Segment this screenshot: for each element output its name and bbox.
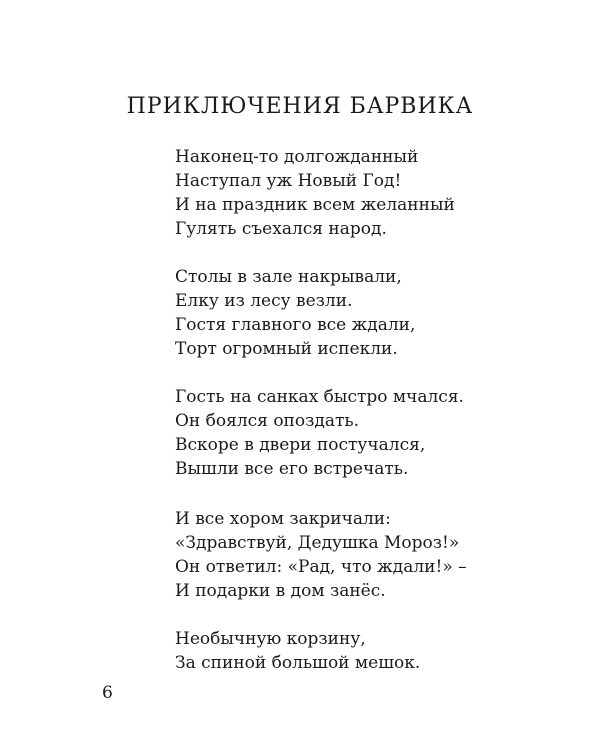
poem-line: И на праздник всем желанный <box>175 195 455 215</box>
stanza-2 <box>175 265 575 361</box>
poem-line: Необычную корзину, <box>175 629 366 649</box>
poem-line: И все хором закричали: <box>175 509 391 529</box>
stanza-3 <box>175 385 575 481</box>
poem-line: Столы в зале накрывали, <box>175 267 402 287</box>
poem-line: Гулять съехался народ. <box>175 219 387 239</box>
poem-line: И подарки в дом занёс. <box>175 581 386 601</box>
poem-title: ПРИКЛЮЧЕНИЯ БАРВИКА <box>126 94 474 119</box>
stanza-5 <box>175 627 575 675</box>
poem-line: Торт огромный испекли. <box>175 339 398 359</box>
poem-line: Гостя главного все ждали, <box>175 315 416 335</box>
poem-line: Гость на санках быстро мчался. <box>175 387 464 407</box>
stanza-1 <box>175 145 575 241</box>
poem-line: Вскоре в двери постучался, <box>175 435 426 455</box>
poem-line: Он боялся опоздать. <box>175 411 360 431</box>
poem-line: Он ответил: «Рад, что ждали!» – <box>175 557 467 577</box>
poem-line: Наступал уж Новый Год! <box>175 171 402 191</box>
stanza-4 <box>175 507 575 603</box>
poem-line: За спиной большой мешок. <box>175 653 421 673</box>
poem-line: Наконец-то долгожданный <box>175 147 419 167</box>
poem-line: Вышли все его встречать. <box>175 459 409 479</box>
poem-line: «Здравствуй, Дедушка Мороз!» <box>175 533 460 553</box>
page-number: 6 <box>102 683 113 703</box>
poem-line: Елку из лесу везли. <box>175 291 353 311</box>
